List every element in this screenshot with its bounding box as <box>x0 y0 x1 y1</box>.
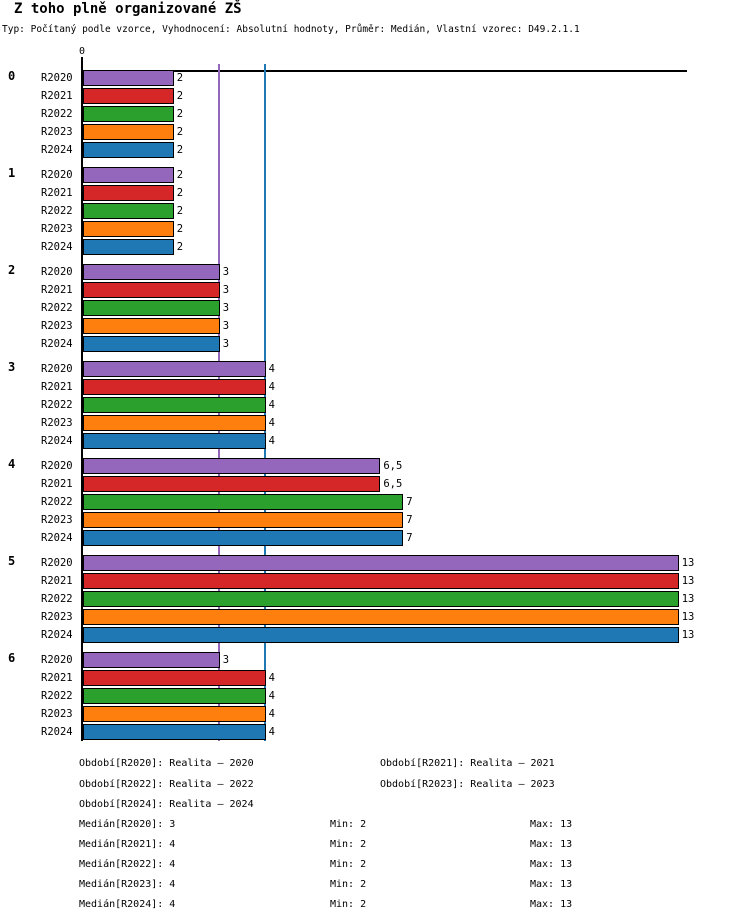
chart-subtitle: Typ: Počítaný podle vzorce, Vyhodnocení: Absolutní hodnoty, Průměr: Medián, Vlastní vzorec: D49.2.1.1 <box>2 24 580 35</box>
bar-value-4-r2021: 6,5 <box>383 478 403 490</box>
legend-max-3: Max: 13 <box>530 879 573 890</box>
legend-min-2: Min: 2 <box>330 859 367 870</box>
legend-max-2: Max: 13 <box>530 859 573 870</box>
series-label-r2020: R2020 <box>41 266 73 278</box>
bar-2-r2022 <box>83 300 220 316</box>
bar-value-5-r2023: 13 <box>681 611 695 623</box>
bar-0-r2024 <box>83 142 174 158</box>
bar-3-r2020 <box>83 361 266 377</box>
bar-0-r2022 <box>83 106 174 122</box>
bar-3-r2021 <box>83 379 266 395</box>
series-label-r2024: R2024 <box>41 338 73 350</box>
bar-5-r2024 <box>83 627 679 643</box>
bar-2-r2023 <box>83 318 220 334</box>
legend-max-1: Max: 13 <box>530 839 573 850</box>
bar-4-r2020 <box>83 458 380 474</box>
bar-value-3-r2022: 4 <box>268 399 275 411</box>
bar-5-r2022 <box>83 591 679 607</box>
legend-median-0: Medián[R2020]: 3 <box>79 819 176 830</box>
series-label-r2020: R2020 <box>41 654 73 666</box>
bar-value-2-r2021: 3 <box>222 284 230 296</box>
series-label-r2024: R2024 <box>41 435 73 447</box>
x-axis-tick-0: 0 <box>78 46 86 57</box>
bar-value-1-r2024: 2 <box>176 241 184 253</box>
series-label-r2022: R2022 <box>41 593 73 605</box>
legend-period-4: Období[R2024]: Realita – 2024 <box>79 799 254 810</box>
series-label-r2023: R2023 <box>41 708 73 720</box>
series-label-r2020: R2020 <box>41 460 73 472</box>
bar-1-r2021 <box>83 185 174 201</box>
bar-value-4-r2024: 7 <box>406 532 413 544</box>
category-label-5: 5 <box>8 554 16 568</box>
series-label-r2024: R2024 <box>41 144 73 156</box>
bar-3-r2024 <box>83 433 266 449</box>
series-label-r2023: R2023 <box>41 223 73 235</box>
bar-2-r2021 <box>83 282 220 298</box>
series-label-r2021: R2021 <box>41 381 73 393</box>
bar-value-2-r2020: 3 <box>222 266 230 278</box>
series-label-r2020: R2020 <box>41 72 73 84</box>
series-label-r2021: R2021 <box>41 284 73 296</box>
bar-4-r2023 <box>83 512 403 528</box>
category-label-1: 1 <box>8 166 16 180</box>
bar-value-3-r2020: 4 <box>268 363 275 375</box>
legend-area <box>0 750 750 922</box>
series-label-r2021: R2021 <box>41 672 73 684</box>
legend-median-2: Medián[R2022]: 4 <box>79 859 176 870</box>
bar-6-r2020 <box>83 652 220 668</box>
series-label-r2023: R2023 <box>41 320 73 332</box>
bar-value-0-r2021: 2 <box>176 90 184 102</box>
series-label-r2022: R2022 <box>41 108 73 120</box>
chart-title: Z toho plně organizované ZŠ <box>14 1 242 17</box>
series-label-r2022: R2022 <box>41 205 73 217</box>
bar-value-3-r2023: 4 <box>268 417 275 429</box>
bar-value-4-r2022: 7 <box>406 496 413 508</box>
bar-3-r2023 <box>83 415 266 431</box>
series-label-r2022: R2022 <box>41 399 73 411</box>
bar-6-r2021 <box>83 670 266 686</box>
bar-4-r2022 <box>83 494 403 510</box>
series-label-r2023: R2023 <box>41 417 73 429</box>
legend-period-1: Období[R2021]: Realita – 2021 <box>380 758 555 769</box>
bar-value-2-r2023: 3 <box>222 320 230 332</box>
bar-6-r2024 <box>83 724 266 740</box>
bar-value-0-r2020: 2 <box>176 72 184 84</box>
category-label-6: 6 <box>8 651 16 665</box>
bar-value-2-r2024: 3 <box>222 338 230 350</box>
bar-value-6-r2022: 4 <box>268 690 275 702</box>
series-label-r2023: R2023 <box>41 126 73 138</box>
legend-median-3: Medián[R2023]: 4 <box>79 879 176 890</box>
series-label-r2021: R2021 <box>41 187 73 199</box>
bar-value-6-r2020: 3 <box>222 654 230 666</box>
series-label-r2023: R2023 <box>41 514 73 526</box>
series-label-r2023: R2023 <box>41 611 73 623</box>
series-label-r2024: R2024 <box>41 241 73 253</box>
legend-min-4: Min: 2 <box>330 899 367 910</box>
bar-value-5-r2024: 13 <box>681 629 695 641</box>
bar-6-r2022 <box>83 688 266 704</box>
series-label-r2021: R2021 <box>41 90 73 102</box>
bar-value-4-r2020: 6,5 <box>383 460 403 472</box>
series-label-r2022: R2022 <box>41 690 73 702</box>
bar-value-1-r2022: 2 <box>176 205 184 217</box>
series-label-r2022: R2022 <box>41 302 73 314</box>
series-label-r2021: R2021 <box>41 575 73 587</box>
bar-6-r2023 <box>83 706 266 722</box>
bar-value-6-r2021: 4 <box>268 672 275 684</box>
bar-value-1-r2020: 2 <box>176 169 184 181</box>
series-label-r2021: R2021 <box>41 478 73 490</box>
series-label-r2024: R2024 <box>41 629 73 641</box>
bar-1-r2022 <box>83 203 174 219</box>
legend-min-0: Min: 2 <box>330 819 367 830</box>
bar-0-r2023 <box>83 124 174 140</box>
category-label-3: 3 <box>8 360 16 374</box>
bar-2-r2024 <box>83 336 220 352</box>
category-label-0: 0 <box>8 69 16 83</box>
bar-1-r2023 <box>83 221 174 237</box>
series-label-r2024: R2024 <box>41 532 73 544</box>
bar-value-0-r2022: 2 <box>176 108 184 120</box>
bar-1-r2020 <box>83 167 174 183</box>
bar-0-r2021 <box>83 88 174 104</box>
bar-1-r2024 <box>83 239 174 255</box>
legend-min-1: Min: 2 <box>330 839 367 850</box>
bar-4-r2024 <box>83 530 403 546</box>
bar-value-0-r2023: 2 <box>176 126 184 138</box>
bar-3-r2022 <box>83 397 266 413</box>
legend-median-4: Medián[R2024]: 4 <box>79 899 176 910</box>
legend-period-0: Období[R2020]: Realita – 2020 <box>79 758 254 769</box>
bar-5-r2021 <box>83 573 679 589</box>
legend-min-3: Min: 2 <box>330 879 367 890</box>
series-label-r2024: R2024 <box>41 726 73 738</box>
bar-value-5-r2022: 13 <box>681 593 695 605</box>
category-label-2: 2 <box>8 263 16 277</box>
legend-period-3: Období[R2023]: Realita – 2023 <box>380 778 555 790</box>
bar-value-6-r2023: 4 <box>268 708 275 720</box>
category-label-4: 4 <box>8 457 16 471</box>
bar-value-4-r2023: 7 <box>406 514 413 526</box>
bar-value-1-r2023: 2 <box>176 223 184 235</box>
legend-max-4: Max: 13 <box>530 899 573 910</box>
legend-max-0: Max: 13 <box>530 819 573 830</box>
bar-value-5-r2021: 13 <box>681 575 695 587</box>
bar-5-r2023 <box>83 609 679 625</box>
series-label-r2020: R2020 <box>41 169 73 181</box>
series-label-r2022: R2022 <box>41 496 73 508</box>
bar-0-r2020 <box>83 70 174 86</box>
bar-4-r2021 <box>83 476 380 492</box>
series-label-r2020: R2020 <box>41 363 73 375</box>
bar-value-0-r2024: 2 <box>176 144 184 156</box>
bar-5-r2020 <box>83 555 679 571</box>
bar-value-3-r2021: 4 <box>268 381 275 393</box>
bar-value-5-r2020: 13 <box>681 557 695 569</box>
legend-median-1: Medián[R2021]: 4 <box>79 839 176 850</box>
bar-value-1-r2021: 2 <box>176 187 184 199</box>
bar-value-2-r2022: 3 <box>222 302 230 314</box>
bar-value-3-r2024: 4 <box>268 435 275 447</box>
legend-period-2: Období[R2022]: Realita – 2022 <box>79 778 254 790</box>
series-label-r2020: R2020 <box>41 557 73 569</box>
bar-value-6-r2024: 4 <box>268 726 275 738</box>
bar-2-r2020 <box>83 264 220 280</box>
